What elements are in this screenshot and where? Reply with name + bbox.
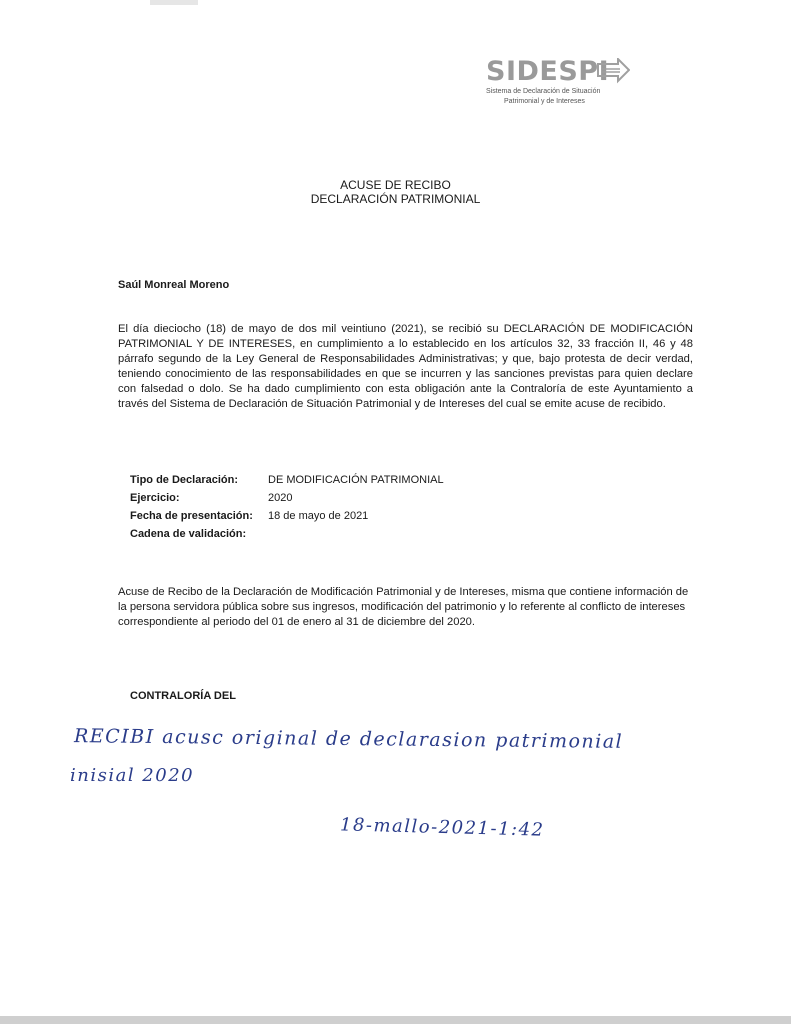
field-cadena (130, 528, 268, 540)
field-cadena-label: Cadena de validación: (130, 528, 247, 540)
document-subtitle: DECLARACIÓN PATRIMONIAL (310, 192, 481, 206)
handwritten-note-line-1: RECIBI acusc original de declarasion patrimonial (73, 725, 624, 753)
field-tipo-label: Tipo de Declaración: (130, 474, 238, 486)
signature-block: CONTRALORÍA DEL (130, 690, 236, 702)
logo-word: SIDESPI (486, 56, 610, 87)
scan-mark (150, 0, 198, 5)
recipient-name: Saúl Monreal Moreno (118, 279, 230, 291)
document-title: ACUSE DE RECIBO (340, 178, 451, 192)
field-ejercicio-label: Ejercicio: (130, 492, 180, 504)
field-fecha-value: 18 de mayo de 2021 (268, 510, 369, 522)
logo-subtitle-1: Sistema de Declaración de Situación (486, 88, 601, 95)
scan-bottom-edge (0, 1016, 791, 1024)
arrow-icon (596, 58, 630, 86)
field-fecha (130, 510, 368, 522)
field-ejercicio-value: 2020 (268, 492, 293, 504)
field-fecha-label: Fecha de presentación: (130, 510, 253, 522)
field-ejercicio (130, 492, 292, 504)
handwritten-date: 18-mallo-2021-1:42 (339, 814, 545, 841)
field-tipo-value: DE MODIFICACIÓN PATRIMONIAL (268, 474, 444, 486)
field-tipo (130, 474, 444, 486)
body-paragraph: El día dieciocho (18) de mayo de dos mil veintiuno (2021), se recibió su DECLARACIÓN DE MODIFICACIÓN PATRIMONIAL Y DE INTERESES, en cumplimiento a lo establecido en los artículos 32, 33 fracción II, 46 y 48 párrafo segundo de la Ley General de Responsabilidades Administrativas; y que, bajo protesta de decir verdad, teniendo conocimiento de las responsabilidades en que se incurren y las sanciones previstas para quien declare con falsedad o dolo. Se ha dado cumplimiento con esta obligación ante la Contraloría de este Ayuntamiento a través del Sistema de Declaración de Situación Patrimonial y de Intereses del cual se emite acuse de recibido. (118, 323, 693, 410)
closing-paragraph: Acuse de Recibo de la Declaración de Modificación Patrimonial y de Intereses, misma que contiene información de la persona servidora pública sobre sus ingresos, modificación del patrimonio y lo referente al conflicto de intereses correspondiente al periodo del 01 de enero al 31 de diciembre del 2020. (118, 586, 689, 628)
sidespi-logo (480, 52, 650, 114)
logo-subtitle-2: Patrimonial y de Intereses (504, 98, 585, 105)
handwritten-note-line-2: inisial 2020 (70, 765, 195, 786)
